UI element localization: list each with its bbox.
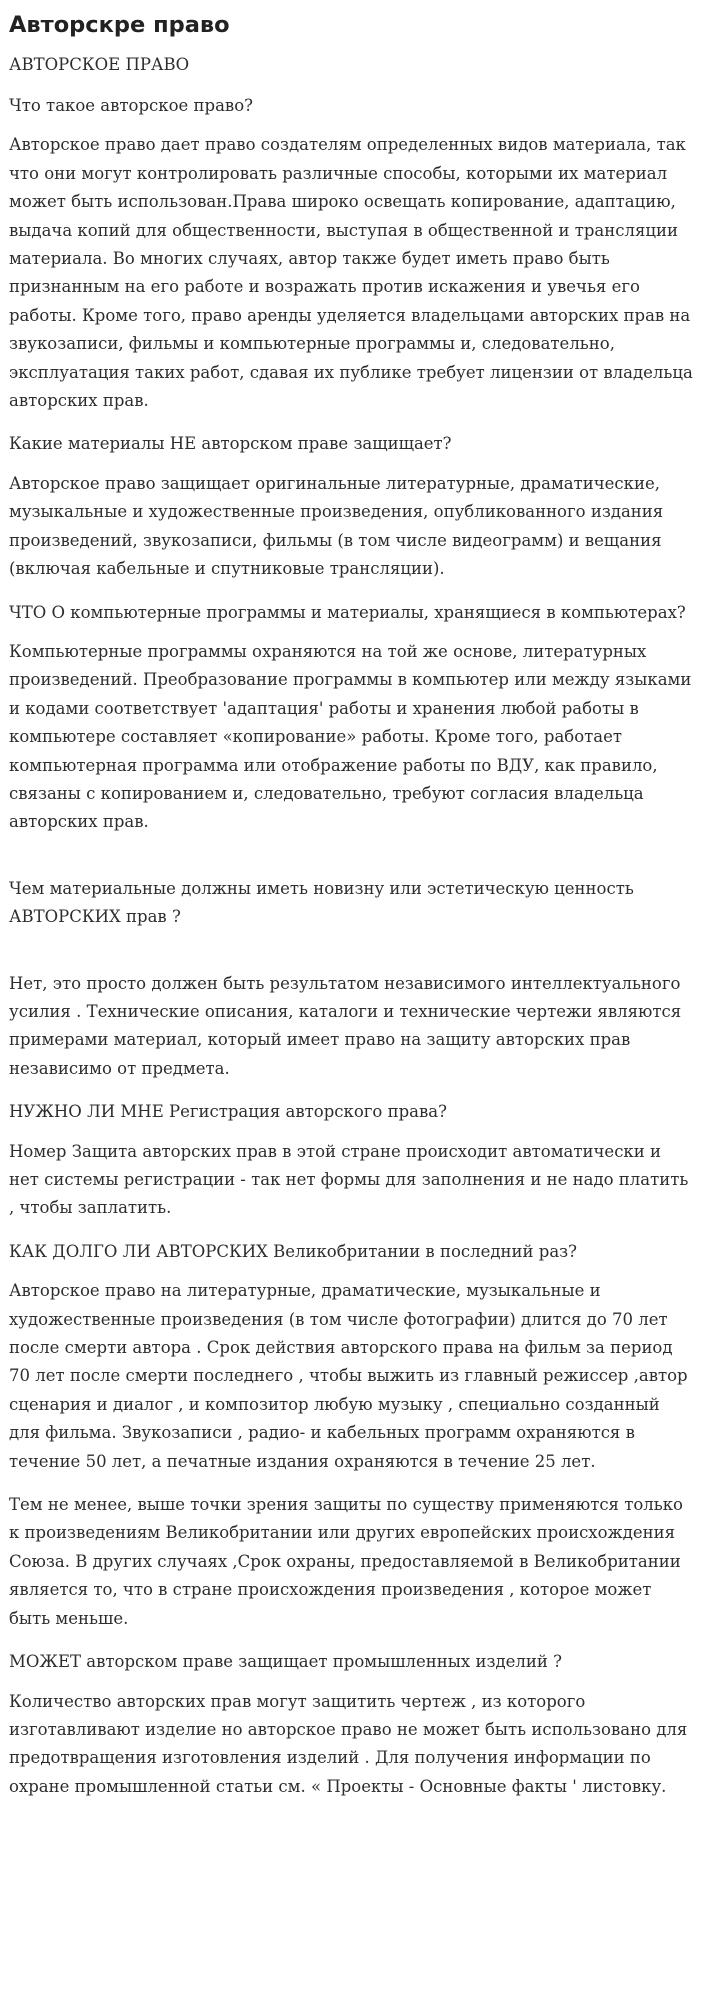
page-title: Авторскре право [9, 12, 230, 38]
answer-2: Авторское право защищает оригинальные литературные, драматические, музыкальные и художественные произведения, опубликованного издания произведений, звукозаписи, фильмы (в том числе видеограмм) и вещания (включая кабельные и спутниковые трансляции). [9, 473, 664, 579]
question-1: Что такое авторское право? [9, 96, 253, 115]
question-7: МОЖЕТ авторском праве защищает промышленных изделий ? [9, 1652, 562, 1672]
answer-1: Авторское право дает право создателям определенных видов материала, так что они могут контролировать различные способы, которыми их материал может быть использован.Права широко освещать копирование, адаптацию, выдача копий для общественности, выступая в общественной и трансляции материала. Во многих случаях, автор также будет иметь право быть признанным на его работе и возражать против искажения и увечья его работы. Кроме того, право аренды уделяется владельцами авторских прав на звукозаписи, фильмы и компьютерные программы и, следовательно, эксплуатация таких работ, сдавая их публике требует лицензии от владельца авторских прав. [9, 135, 693, 411]
question-2: Какие материалы НЕ авторском праве защищает? [9, 434, 452, 454]
question-4: Чем материальные должны иметь новизну или эстетическую ценность АВТОРСКИХ прав ? [9, 878, 634, 927]
answer-6: Авторское право на литературные, драматические, музыкальные и художественные произведения (в том числе фотографии) длится до 70 лет после смерти автора . Срок действия авторского права на фильм за период 70 лет после смерти последнего , чтобы выжить из главный режиссер ,автор сценария и диалог , и композитор любую музыку , специально созданный для фильма. Звукозаписи , радио- и кабельных программ охраняются в течение 50 лет, а печатные издания охраняются в течение 25 лет. [9, 1281, 688, 1471]
answer-7: Количество авторских прав могут защитить чертеж , из которого изготавливают изделие но авторское право не может быть использовано для предотвращения изготовления изделий . Для получения информации по охране промышленной статьи см. « Проекты - Основные факты ' листовку. [9, 1691, 688, 1796]
question-6: КАК ДОЛГО ЛИ АВТОРСКИХ Великобритании в последний раз? [9, 1241, 578, 1261]
answer-5: Номер Защита авторских прав в этой стране происходит автоматически и нет системы регистрации - так нет формы для заполнения и не надо платить , чтобы заплатить. [9, 1141, 689, 1218]
answer-3: Компьютерные программы охраняются на той же основе, литературных произведений. Преобразование программы в компьютер или между языками и кодами соответствует 'адаптация' работы и хранения любой работы в компьютере составляет «копирование» работы. Кроме того, работает компьютерная программа или отображение работы по ВДУ, как правило, связаны с копированием и, следовательно, требуют согласия владельца авторских прав. [9, 641, 692, 832]
answer-4: Нет, это просто должен быть результатом независимого интеллектуального усилия . Технические описания, каталоги и технические чертежи являются примерами материал, который имеет право на защиту авторских прав независимо от предмета. [9, 973, 682, 1078]
answer-6-continued: Тем не менее, выше точки зрения защиты по существу применяются только к произведениям Великобритании или других европейских происхождения Союза. В других случаях ,Срок охраны, предоставляемой в Великобритании является то, что в стране происхождения произведения , которое может быть меньше. [9, 1495, 683, 1628]
question-5: НУЖНО ЛИ МНЕ Регистрация авторского права? [9, 1102, 447, 1122]
question-3: ЧТО О компьютерные программы и материалы, хранящиеся в компьютерах? [9, 602, 686, 622]
page-subtitle: АВТОРСКОЕ ПРАВО [9, 55, 190, 74]
